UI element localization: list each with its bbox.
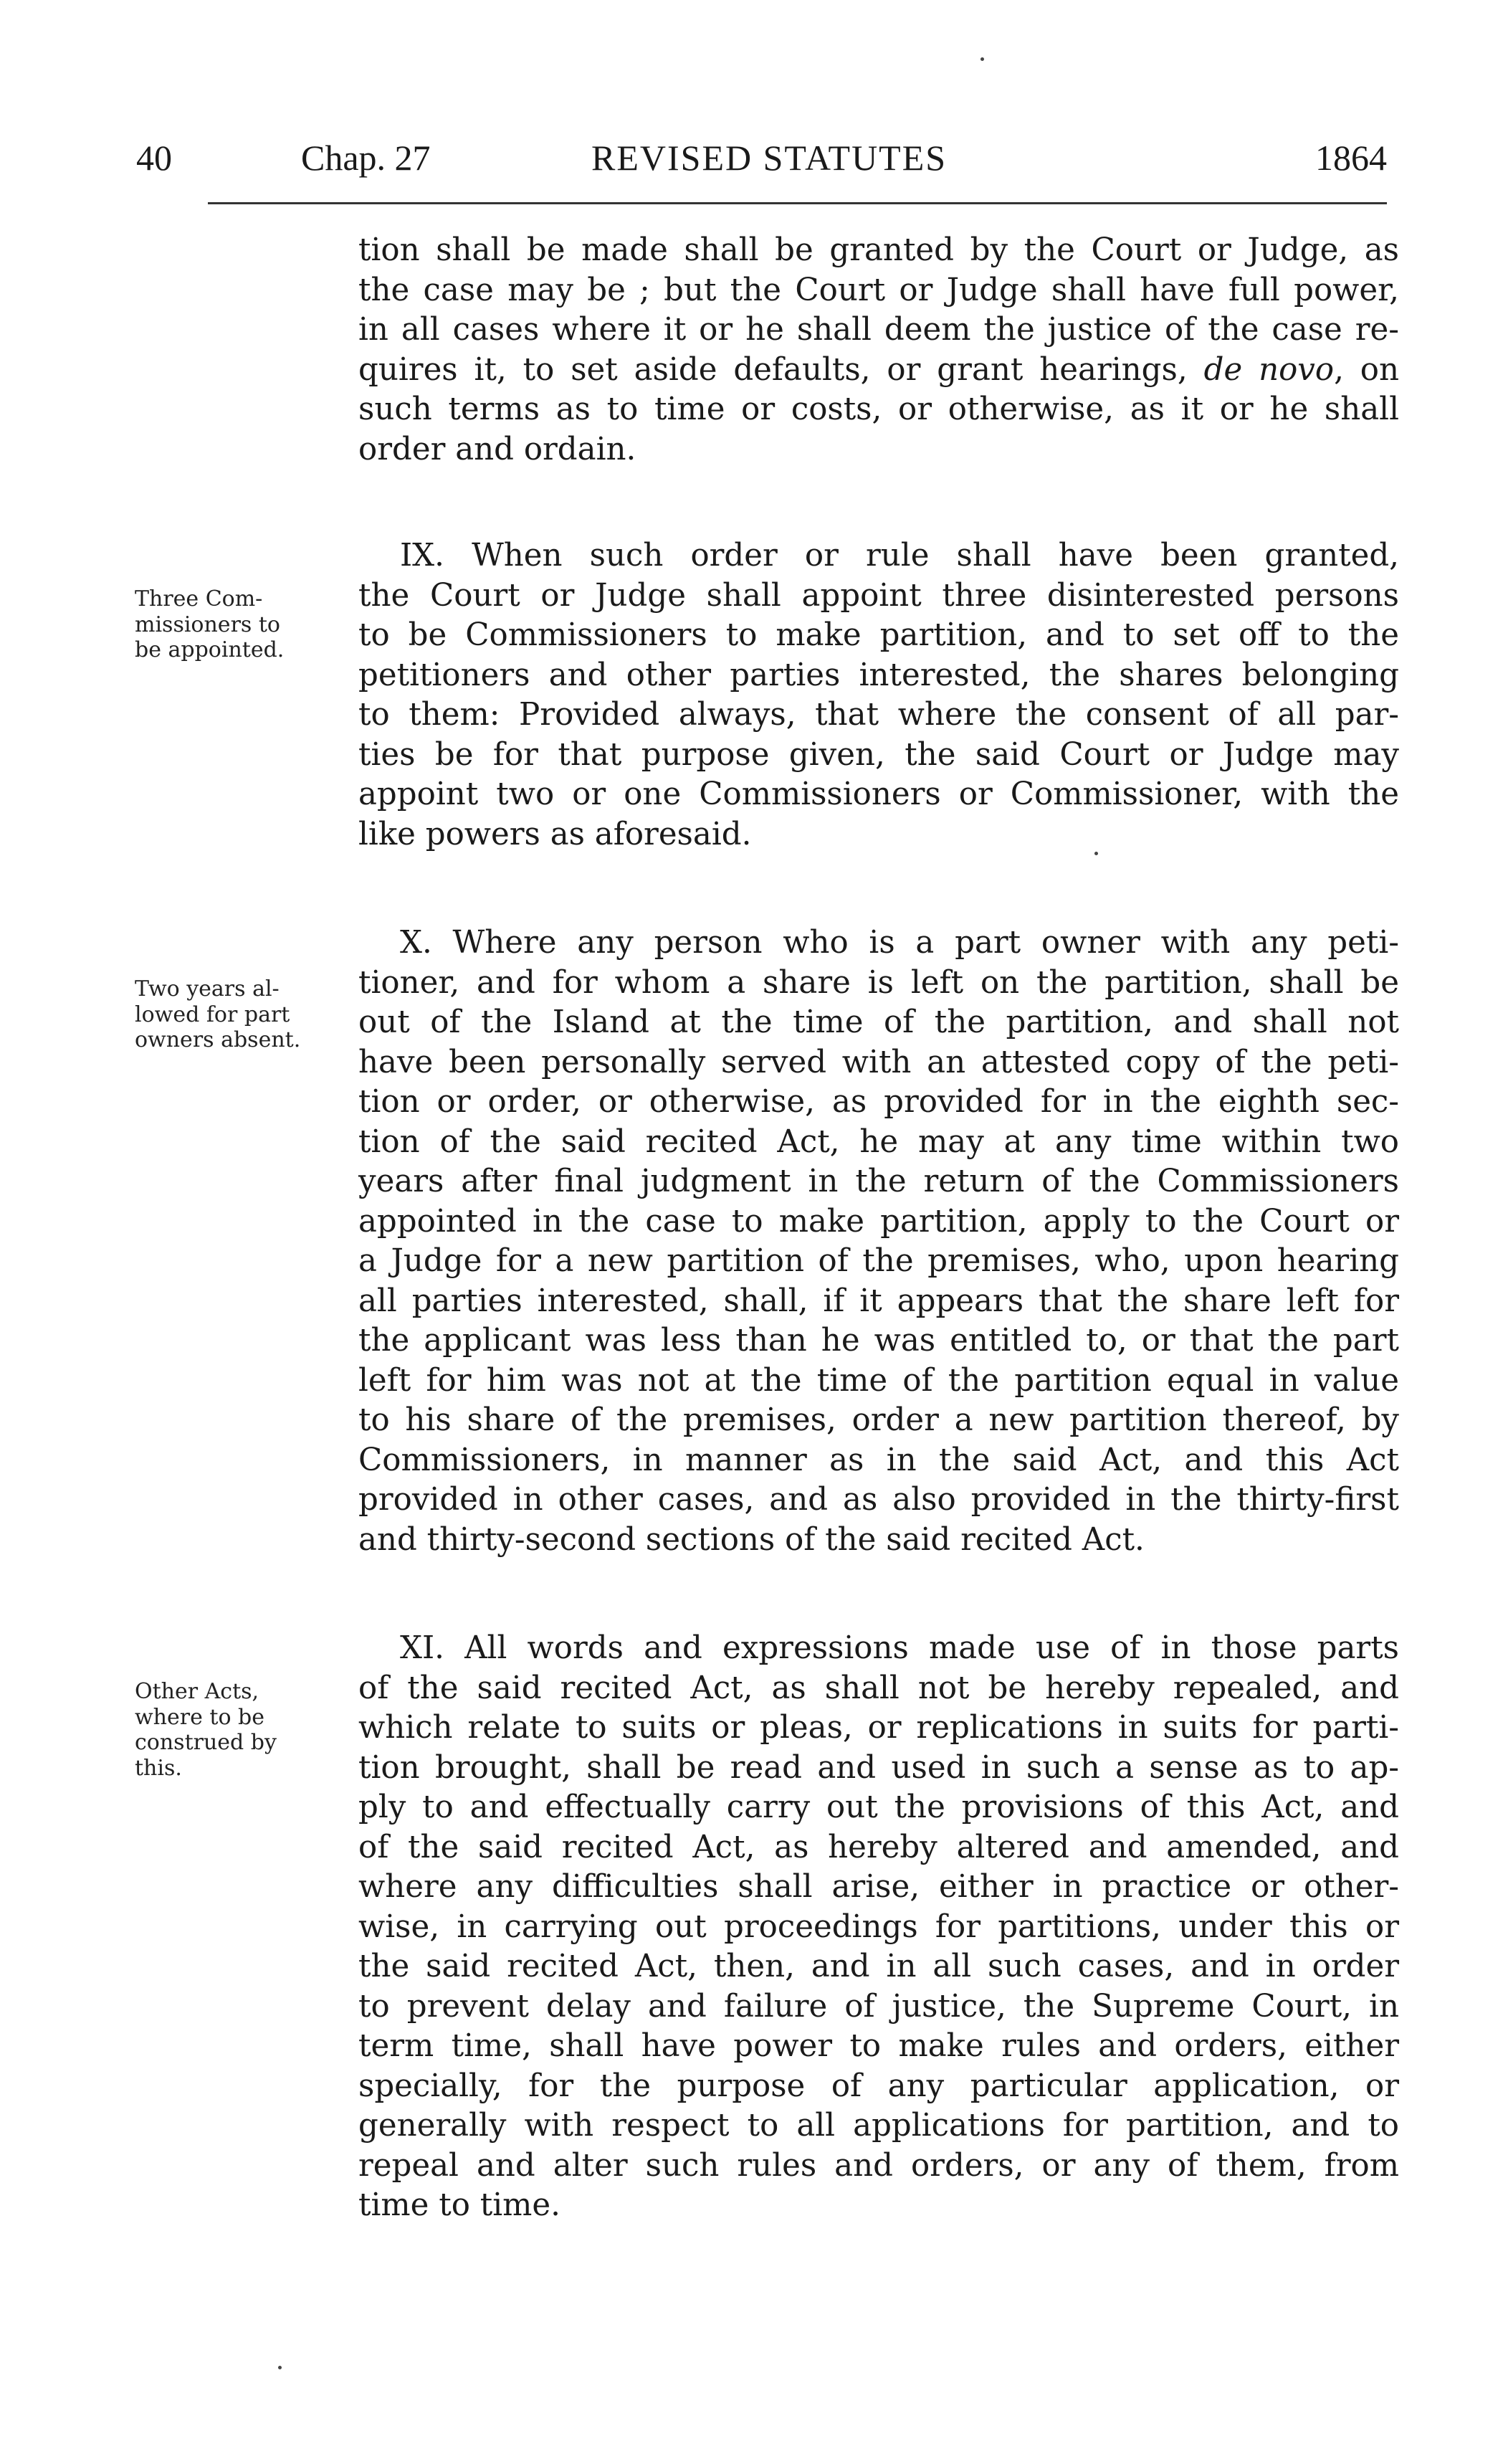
section-line: term time, shall have power to make rules and orders, either [358, 2028, 1399, 2064]
paragraph-line: tion shall be made shall be granted by the Court or Judge, as [358, 232, 1399, 268]
section-line: a Judge for a new partition of the premises, who, upon hearing [358, 1243, 1399, 1279]
paragraph-line: quires it, to set aside defaults, or grant hearings, de novo, on [358, 351, 1399, 388]
marginal-note-line: lowed for part [135, 1002, 290, 1027]
section-line: generally with respect to all applications for partition, and to [358, 2108, 1399, 2144]
marginal-note-section-ix [135, 586, 346, 663]
section-line: appointed in the case to make partition, apply to the Court or [358, 1203, 1399, 1240]
section-line: tioner, and for whom a share is left on the partition, shall be [358, 964, 1399, 1001]
marginal-note-line: be appointed. [135, 637, 285, 662]
section-line: to his share of the premises, order a new partition thereof, by [358, 1402, 1399, 1438]
section-line: tion of the said recited Act, he may at any time within two [358, 1123, 1399, 1160]
marginal-note-line: missioners to [135, 612, 280, 637]
section-line: wise, in carrying out proceedings for partitions, under this or [358, 1908, 1399, 1945]
marginal-note-line: construed by [135, 1730, 277, 1755]
opening-paragraph [358, 231, 1399, 470]
marginal-note-line: Other Acts, [135, 1679, 259, 1704]
marginal-note-line: where to be [135, 1704, 264, 1730]
section-line: tion brought, shall be read and used in such a sense as to ap- [358, 1749, 1399, 1786]
section-line: petitioners and other parties interested, the shares belonging [358, 657, 1399, 693]
section-heading-line: XI. All words and expressions made use of in those parts [400, 1630, 1399, 1666]
page-number: 40 [136, 138, 172, 178]
marginal-note-section-x [135, 976, 346, 1053]
section-line: to them: Provided always, that where the consent of all par- [358, 697, 1399, 733]
page-title: REVISED STATUTES [591, 138, 948, 178]
running-header [136, 133, 1387, 183]
section-line: the Court or Judge shall appoint three disinterested persons [358, 577, 1399, 614]
section-line: ply to and effectually carry out the provisions of this Act, and [358, 1789, 1399, 1825]
section-line: which relate to suits or pleas, or replications in suits for parti- [358, 1710, 1399, 1746]
section-line: have been personally served with an attested copy of the peti- [358, 1044, 1399, 1080]
section-heading-line: IX. When such order or rule shall have been granted, [400, 538, 1399, 574]
section-line: of the said recited Act, as hereby altered and amended, and [358, 1829, 1399, 1865]
print-speck [980, 57, 984, 61]
section-line: out of the Island at the time of the partition, and shall not [358, 1004, 1399, 1040]
section-line: Commissioners, in manner as in the said Act, and this Act [358, 1442, 1399, 1478]
section-line: time to time. [358, 2187, 560, 2223]
marginal-note-line: Three Com- [135, 586, 263, 612]
marginal-note-section-xi [135, 1679, 346, 1781]
paragraph-line: the case may be ; but the Court or Judge shall have full power, [358, 272, 1399, 308]
section-heading-line: X. Where any person who is a part owner with any peti- [400, 925, 1399, 961]
print-speck [1094, 852, 1098, 855]
marginal-note-line: Two years al- [135, 976, 280, 1002]
section-line: tion or order, or otherwise, as provided for in the eighth sec- [358, 1084, 1399, 1120]
section-line: the applicant was less than he was entitled to, or that the part [358, 1323, 1399, 1359]
year-label: 1864 [1315, 138, 1387, 178]
section-line: ties be for that purpose given, the said Court or Judge may [358, 736, 1399, 773]
paragraph-line: in all cases where it or he shall deem the justice of the case re- [358, 312, 1399, 348]
section-line: years after final judgment in the return of the Commissioners [358, 1164, 1399, 1199]
section-line: specially, for the purpose of any particular application, or [358, 2068, 1399, 2104]
marginal-note-line: this. [135, 1755, 182, 1781]
section-line: all parties interested, shall, if it appears that the share left for [358, 1283, 1399, 1319]
print-speck [278, 2366, 282, 2369]
section-line: where any difficulties shall arise, either in practice or other- [358, 1869, 1399, 1905]
section-ix [358, 536, 1399, 855]
section-line: provided in other cases, and as also provided in the thirty-first [358, 1482, 1399, 1518]
section-line: of the said recited Act, as shall not be hereby repealed, and [358, 1670, 1399, 1706]
section-line: left for him was not at the time of the partition equal in value [358, 1362, 1399, 1399]
section-line: to prevent delay and failure of justice, the Supreme Court, in [358, 1988, 1399, 2025]
section-xi [358, 1629, 1399, 2226]
section-line: repeal and alter such rules and orders, or any of them, from [358, 2147, 1399, 2184]
header-rule [208, 202, 1387, 204]
section-line: like powers as aforesaid. [358, 816, 752, 852]
chapter-label: Chap. 27 [301, 138, 431, 178]
section-line: to be Commissioners to make partition, and to set off to the [358, 617, 1399, 653]
section-line: appoint two or one Commissioners or Commissioner, with the [358, 776, 1399, 812]
section-x [358, 923, 1399, 1560]
section-line: and thirty-second sections of the said recited Act. [358, 1521, 1145, 1558]
paragraph-line: order and ordain. [358, 431, 636, 467]
marginal-note-line: owners absent. [135, 1027, 301, 1052]
italic-phrase: de novo [1203, 351, 1335, 388]
section-line: the said recited Act, then, and in all such cases, and in order [358, 1949, 1399, 1984]
paragraph-line: such terms as to time or costs, or otherwise, as it or he shall [358, 391, 1399, 427]
